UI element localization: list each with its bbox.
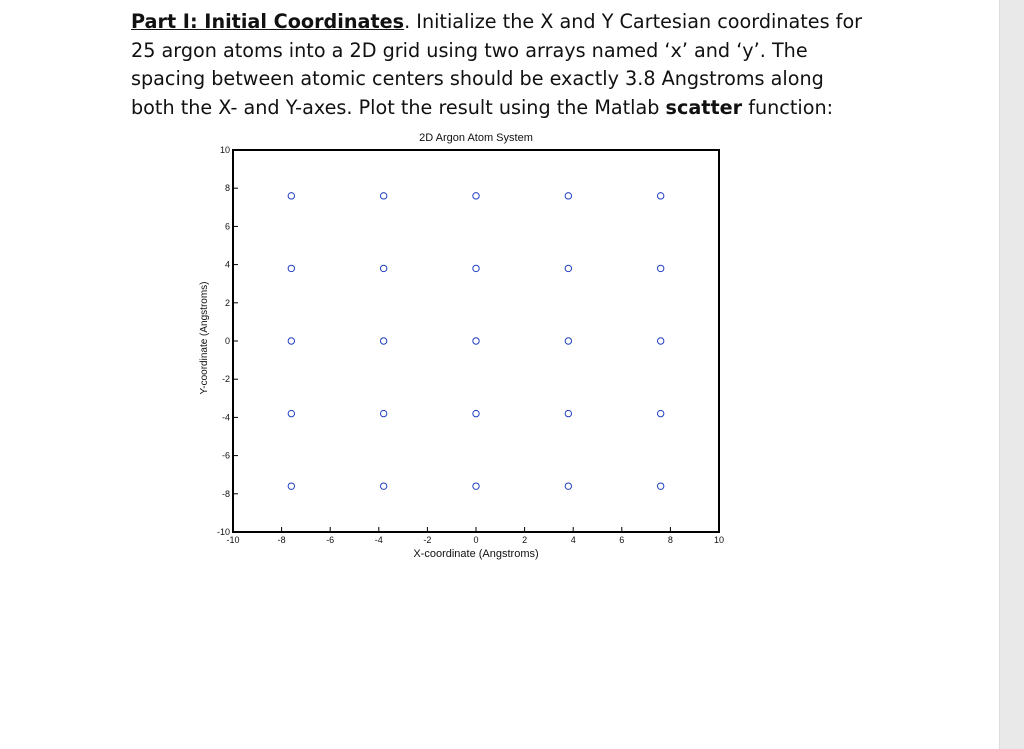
- y-tick-label: -6: [221, 450, 230, 461]
- function-name: scatter: [665, 95, 743, 119]
- x-axis-label: X-coordinate (Angstroms): [413, 548, 539, 560]
- scatter-chart: [190, 126, 750, 566]
- x-tick-label: 4: [570, 535, 576, 545]
- instructions-paragraph: [131, 8, 871, 122]
- heading-punctuation: .: [404, 10, 411, 33]
- x-tick-label: -2: [423, 535, 432, 545]
- x-tick-label: 10: [713, 535, 725, 545]
- chart-title: 2D Argon Atom System: [419, 132, 533, 144]
- y-tick-label: -10: [216, 527, 230, 537]
- y-tick-label: 4: [224, 259, 230, 270]
- x-tick-label: 6: [619, 535, 625, 545]
- section-heading: Part I: Initial Coordinates: [131, 10, 405, 33]
- x-tick-label: 0: [473, 535, 479, 545]
- y-tick-label: 8: [224, 183, 230, 194]
- y-tick-label: -2: [221, 374, 230, 385]
- y-tick-label: 2: [224, 297, 230, 308]
- plot-frame: [233, 150, 719, 532]
- x-tick-label: 8: [667, 535, 673, 545]
- y-tick-label: 6: [224, 221, 230, 232]
- instructions-text-1: Initialize the X and Y Cartesian coordinates for 25 argon atoms into a 2D grid using two arrays named ‘x’ and ‘y’. The spacing between atomic centers should be exactly 3.8 Angstroms along both the X- and Y-axes. Plot the result using the Matlab: [131, 10, 863, 119]
- y-tick-label: -4: [221, 412, 230, 423]
- x-tick-label: -6: [326, 535, 335, 545]
- window-right-gutter: [999, 0, 1024, 749]
- x-tick-label: 2: [522, 535, 528, 545]
- y-axis-label: Y-coordinate (Angstroms): [199, 281, 210, 395]
- x-tick-label: -8: [277, 535, 286, 545]
- x-tick-label: -4: [374, 535, 383, 545]
- y-tick-label: 0: [224, 336, 230, 346]
- y-tick-label: -8: [221, 488, 230, 499]
- x-tick-label: -10: [226, 535, 240, 545]
- y-tick-label: 10: [219, 145, 230, 155]
- instructions-text-2: function:: [742, 95, 834, 119]
